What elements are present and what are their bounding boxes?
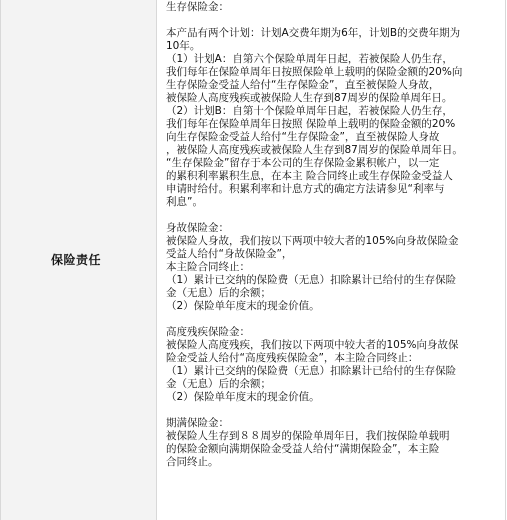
terms-paragraph bbox=[166, 157, 500, 209]
terms-line: 生存保险金受益人给付“生存保险金”，直至被保险人身故， bbox=[166, 79, 440, 91]
terms-line: （2）保险单年度末的现金价值。 bbox=[166, 391, 320, 403]
terms-paragraph bbox=[166, 1, 500, 14]
terms-line: 合同终止。 bbox=[166, 456, 219, 468]
terms-line: 利息”。 bbox=[166, 196, 203, 208]
terms-line: （1）计划A：自第六个保险单周年日起，若被保险人仍生存， bbox=[166, 53, 453, 65]
terms-line: 被保险人生存到８８周岁的保险单周年日，我们按保险单载明 bbox=[166, 430, 450, 442]
section-label-cell bbox=[1, 0, 157, 520]
section-label: 保险责任 bbox=[51, 253, 102, 267]
paragraph-spacer bbox=[166, 404, 500, 417]
terms-line: 我们每年在保险单周年日按照保险单上载明的保险金额的20%向 bbox=[166, 66, 463, 78]
terms-line: 金（无息）后的余额； bbox=[166, 378, 271, 390]
paragraph-spacer bbox=[166, 209, 500, 222]
terms-line: 被保险人身故，我们按以下两项中较大者的105%向身故保险金 bbox=[166, 235, 459, 247]
terms-line: 期满保险金： bbox=[166, 417, 229, 429]
paragraph-spacer bbox=[166, 313, 500, 326]
terms-paragraph bbox=[166, 326, 500, 404]
terms-line: 受益人给付“身故保险金”， bbox=[166, 248, 293, 260]
terms-line: （1）累计已交纳的保险费（无息）扣除累计已给付的生存保险 bbox=[166, 365, 457, 377]
terms-line: 我们每年在保险单周年日按照 保险单上载明的保险金额的20% bbox=[166, 118, 456, 130]
terms-line: “生存保险金”留存于本公司的生存保险金累积帐户，以一定 bbox=[166, 157, 440, 169]
terms-paragraph bbox=[166, 105, 500, 157]
terms-paragraph bbox=[166, 417, 500, 469]
terms-line: 本产品有两个计划：计划A交费年期为6年，计划B的交费年期为 bbox=[166, 27, 461, 39]
terms-paragraph bbox=[166, 53, 500, 105]
terms-line: 向生存保险金受益人给付“生存保险金”，直至被保险人身故 bbox=[166, 131, 440, 143]
terms-line: （2）保险单年度末的现金价值。 bbox=[166, 300, 320, 312]
terms-content bbox=[166, 1, 500, 469]
terms-line: 被保险人高度残疾或被保险人生存到87周岁的保险单周年日。 bbox=[166, 92, 453, 104]
terms-line: （2）计划B：自第十个保险单周年日起，若被保险人仍生存， bbox=[166, 105, 453, 117]
terms-line: （1）累计已交纳的保险费（无息）扣除累计已给付的生存保险 bbox=[166, 274, 457, 286]
paragraph-spacer bbox=[166, 14, 500, 27]
terms-line: 本主险合同终止： bbox=[166, 261, 250, 273]
terms-line: 生存保险金： bbox=[166, 1, 229, 13]
terms-line: 申请时给付。积累利率和计息方式的确定方法请参见“利率与 bbox=[166, 183, 445, 195]
terms-line: 的累积利率累积生息，在本主 险合同终止或生存保险金受益人 bbox=[166, 170, 453, 182]
terms-content-cell bbox=[157, 0, 506, 520]
terms-line: 高度残疾保险金： bbox=[166, 326, 250, 338]
terms-paragraph bbox=[166, 222, 500, 313]
terms-line: 金（无息）后的余额； bbox=[166, 287, 271, 299]
terms-line: 10年。 bbox=[166, 40, 201, 52]
terms-line: ，被保险人高度残疾或被保险人生存到87周岁的保险单周年日。 bbox=[166, 144, 463, 156]
terms-line: 险金受益人给付“高度残疾保险金”，本主险合同终止： bbox=[166, 352, 419, 364]
terms-paragraph bbox=[166, 27, 500, 53]
terms-line: 的保险金额向满期保险金受益人给付“满期保险金”，本主险 bbox=[166, 443, 440, 455]
terms-line: 被保险人高度残疾，我们按以下两项中较大者的105%向身故保 bbox=[166, 339, 459, 351]
terms-line: 身故保险金： bbox=[166, 222, 229, 234]
